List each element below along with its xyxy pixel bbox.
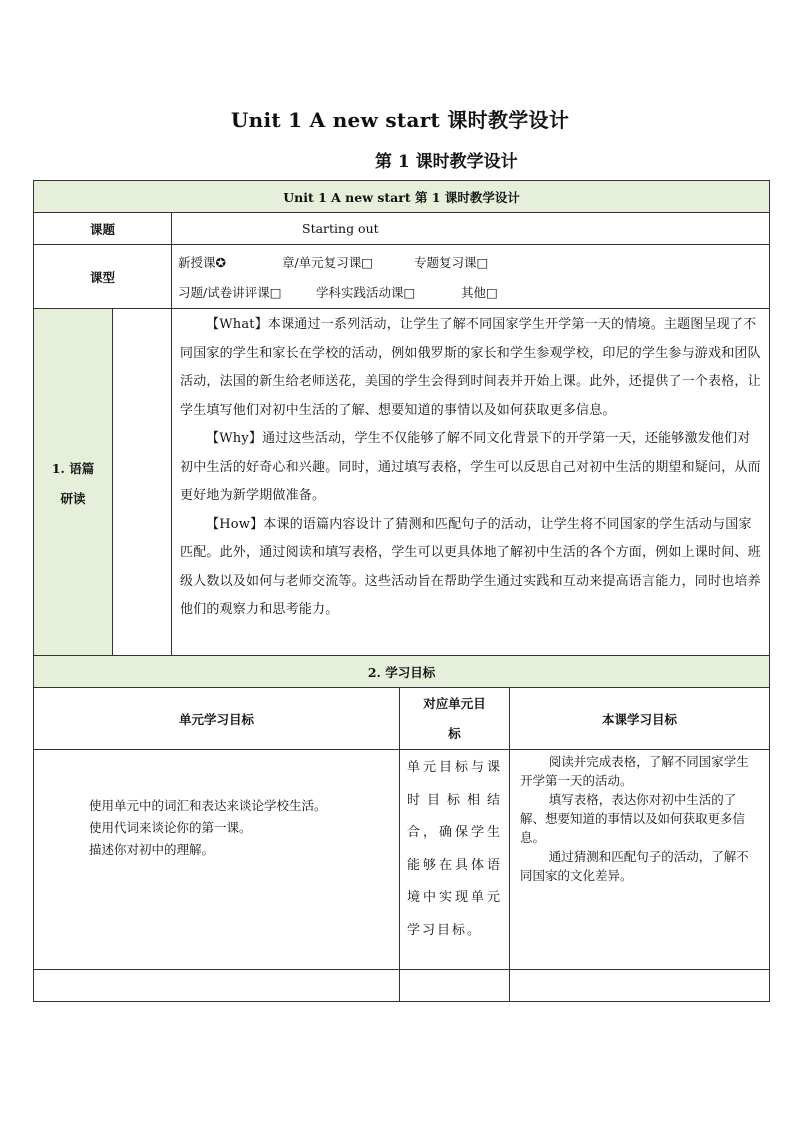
section2-header: 2. 学习目标 — [34, 656, 770, 688]
type-option-exercise-review: 习题/试卷讲评课□ — [178, 284, 282, 300]
lesson-type-label: 课型 — [34, 245, 172, 309]
section1-label-line2: 研读 — [60, 491, 86, 506]
unit-goals-cell — [34, 750, 400, 970]
unit-goal-item: 描述你对初中的理解。 — [89, 841, 215, 857]
type-option-new: 新授课✪ — [178, 254, 226, 270]
col-corresponding-line1: 对应单元目 — [423, 695, 486, 711]
lesson-type-options — [172, 245, 770, 309]
unit-goals-list — [34, 795, 399, 861]
corresponding-cell — [400, 750, 510, 970]
type-option-topic-review: 专题复习课□ — [414, 254, 489, 270]
lesson-goal-item: 填写表格，表达你对初中生活的了解、想要知道的事情以及如何获取更多信息。 — [520, 792, 746, 845]
lesson-goals-cell — [510, 750, 770, 970]
lesson-goals-list — [510, 752, 769, 885]
topic-value — [172, 213, 770, 245]
empty-cell — [34, 970, 400, 1002]
topic-value-text: Starting out — [302, 221, 379, 236]
type-option-practice: 学科实践活动课□ — [316, 284, 416, 300]
what-paragraph: 【What】本课通过一系列活动，让学生了解不同国家学生开学第一天的情境。主题图呈现了不同国家的学生和家长在学校的活动，例如俄罗斯的家长和学生参观学校，印尼的学生参与游戏和团队活动，法国的新生给老师送花，美国的学生会得到时间表并开始上课。此外，还提供了一个表格，让学生填写他们对初中生活的了解、想要知道的事情以及如何获取更多信息。 — [180, 317, 761, 418]
col-unit-goal: 单元学习目标 — [34, 688, 400, 750]
topic-label: 课题 — [34, 213, 172, 245]
document-subtitle: 第 1 课时教学设计 — [375, 152, 518, 172]
lesson-type-row-2 — [172, 283, 769, 301]
unit-goal-item: 使用单元中的词汇和表达来谈论学校生活。 — [89, 797, 327, 813]
empty-cell — [400, 970, 510, 1002]
corresponding-text: 单元目标与课时目标相结合，确保学生能够在具体语境中实现单元学习目标。 — [407, 760, 502, 938]
col-corresponding — [400, 688, 510, 750]
col-lesson-goal: 本课学习目标 — [510, 688, 770, 750]
type-option-unit-review: 章/单元复习课□ — [282, 254, 374, 270]
type-option-other: 其他□ — [461, 284, 498, 300]
lesson-goal-item: 阅读并完成表格，了解不同国家学生开学第一天的活动。 — [520, 754, 749, 788]
col-corresponding-line2: 标 — [448, 725, 461, 741]
lesson-type-row-1 — [172, 253, 769, 271]
unit-goal-item: 使用代词来谈论你的第一课。 — [89, 819, 252, 835]
section1-label — [34, 309, 172, 656]
document-title: Unit 1 A new start 课时教学设计 — [230, 108, 570, 132]
how-paragraph: 【How】本课的语篇内容设计了猜测和匹配句子的活动，让学生将不同国家的学生活动与国家匹配。此外，通过阅读和填写表格，学生可以更具体地了解初中生活的各个方面，例如上课时间、班级人数以及如何与老师交流等。这些活动旨在帮助学生通过实践和互动来提高语言能力，同时也培养他们的观察力和思考能力。 — [180, 516, 761, 617]
lesson-plan-table — [33, 180, 770, 1002]
discourse-analysis — [172, 309, 770, 656]
lesson-goal-item: 通过猜测和匹配句子的活动，了解不同国家的文化差异。 — [520, 849, 749, 883]
why-paragraph: 【Why】通过这些活动，学生不仅能够了解不同文化背景下的开学第一天，还能够激发他们对初中生活的好奇心和兴趣。同时，通过填写表格，学生可以反思自己对初中生活的期望和疑问，从而更好地为新学期做准备。 — [180, 431, 761, 503]
section1-label-line1: 1. 语篇 — [51, 461, 95, 476]
table-header: Unit 1 A new start 第 1 课时教学设计 — [34, 181, 770, 213]
empty-cell — [510, 970, 770, 1002]
